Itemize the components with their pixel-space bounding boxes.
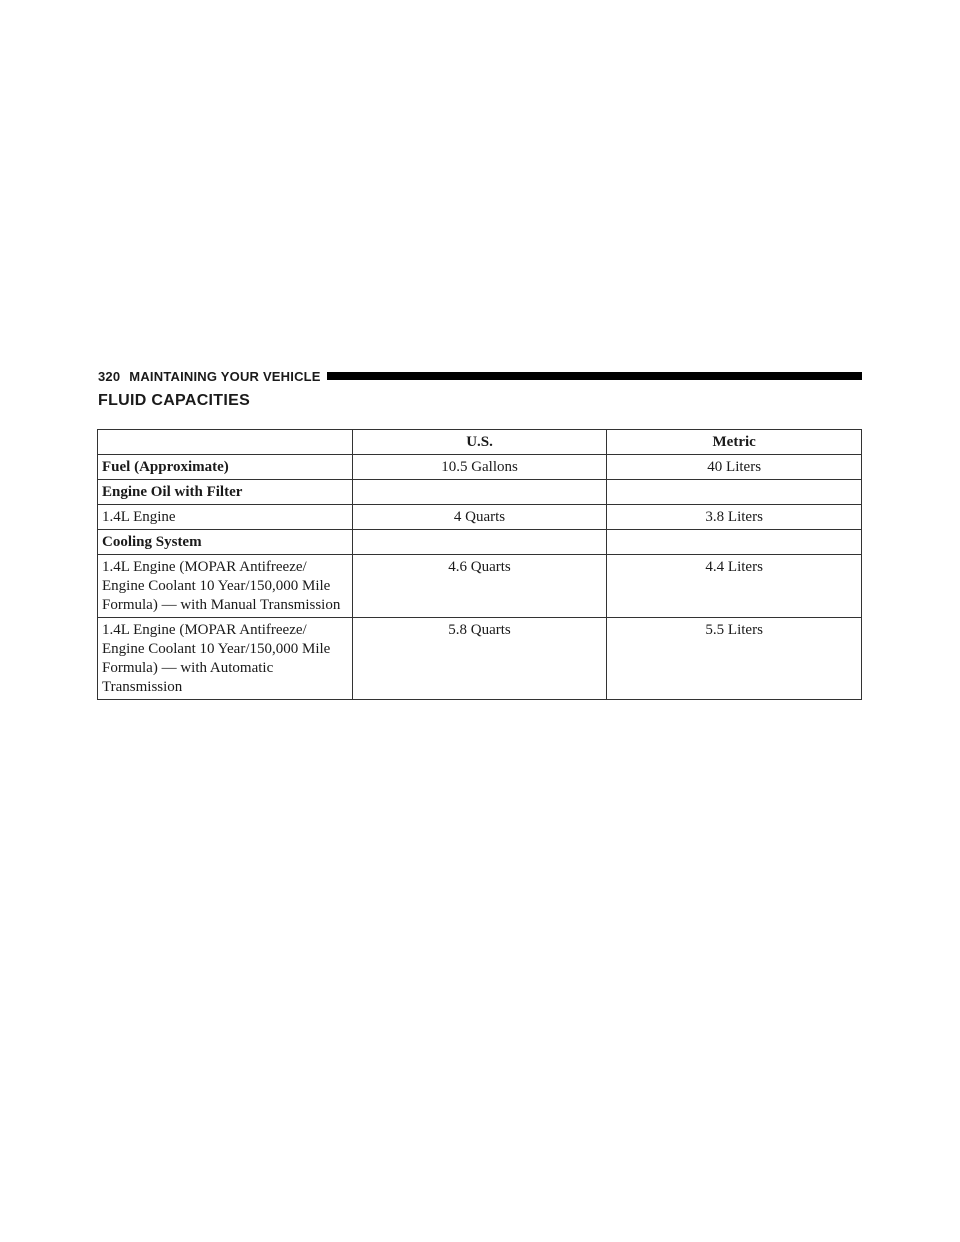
row-label: Cooling System <box>98 530 353 555</box>
table-row <box>98 480 862 505</box>
header-rule <box>327 372 862 380</box>
row-label: 1.4L Engine (MOPAR Antifreeze/ Engine Coolant 10 Year/150,000 Mile Formula) — with Manual Transmission <box>98 555 353 618</box>
metric-value <box>607 530 862 555</box>
metric-value <box>607 480 862 505</box>
table-row <box>98 555 862 618</box>
row-label: 1.4L Engine <box>98 505 353 530</box>
metric-value: 5.5 Liters <box>607 618 862 700</box>
us-value: 4.6 Quarts <box>352 555 607 618</box>
column-header-item <box>98 430 353 455</box>
row-label: 1.4L Engine (MOPAR Antifreeze/ Engine Coolant 10 Year/150,000 Mile Formula) — with Automatic Transmission <box>98 618 353 700</box>
table-row <box>98 455 862 480</box>
column-header-metric: Metric <box>607 430 862 455</box>
running-head: MAINTAINING YOUR VEHICLE <box>129 368 321 384</box>
us-value: 10.5 Gallons <box>352 455 607 480</box>
section-title: FLUID CAPACITIES <box>98 392 251 409</box>
column-header-us: U.S. <box>352 430 607 455</box>
table-header-row <box>98 430 862 455</box>
row-label: Fuel (Approximate) <box>98 455 353 480</box>
fluid-capacities-table <box>97 429 862 700</box>
metric-value: 40 Liters <box>607 455 862 480</box>
metric-value: 4.4 Liters <box>607 555 862 618</box>
us-value <box>352 530 607 555</box>
table-row <box>98 530 862 555</box>
us-value: 4 Quarts <box>352 505 607 530</box>
us-value: 5.8 Quarts <box>352 618 607 700</box>
table-row <box>98 505 862 530</box>
table-row <box>98 618 862 700</box>
us-value <box>352 480 607 505</box>
metric-value: 3.8 Liters <box>607 505 862 530</box>
page-header <box>98 367 862 385</box>
page-number: 320 <box>98 368 121 384</box>
row-label: Engine Oil with Filter <box>98 480 353 505</box>
